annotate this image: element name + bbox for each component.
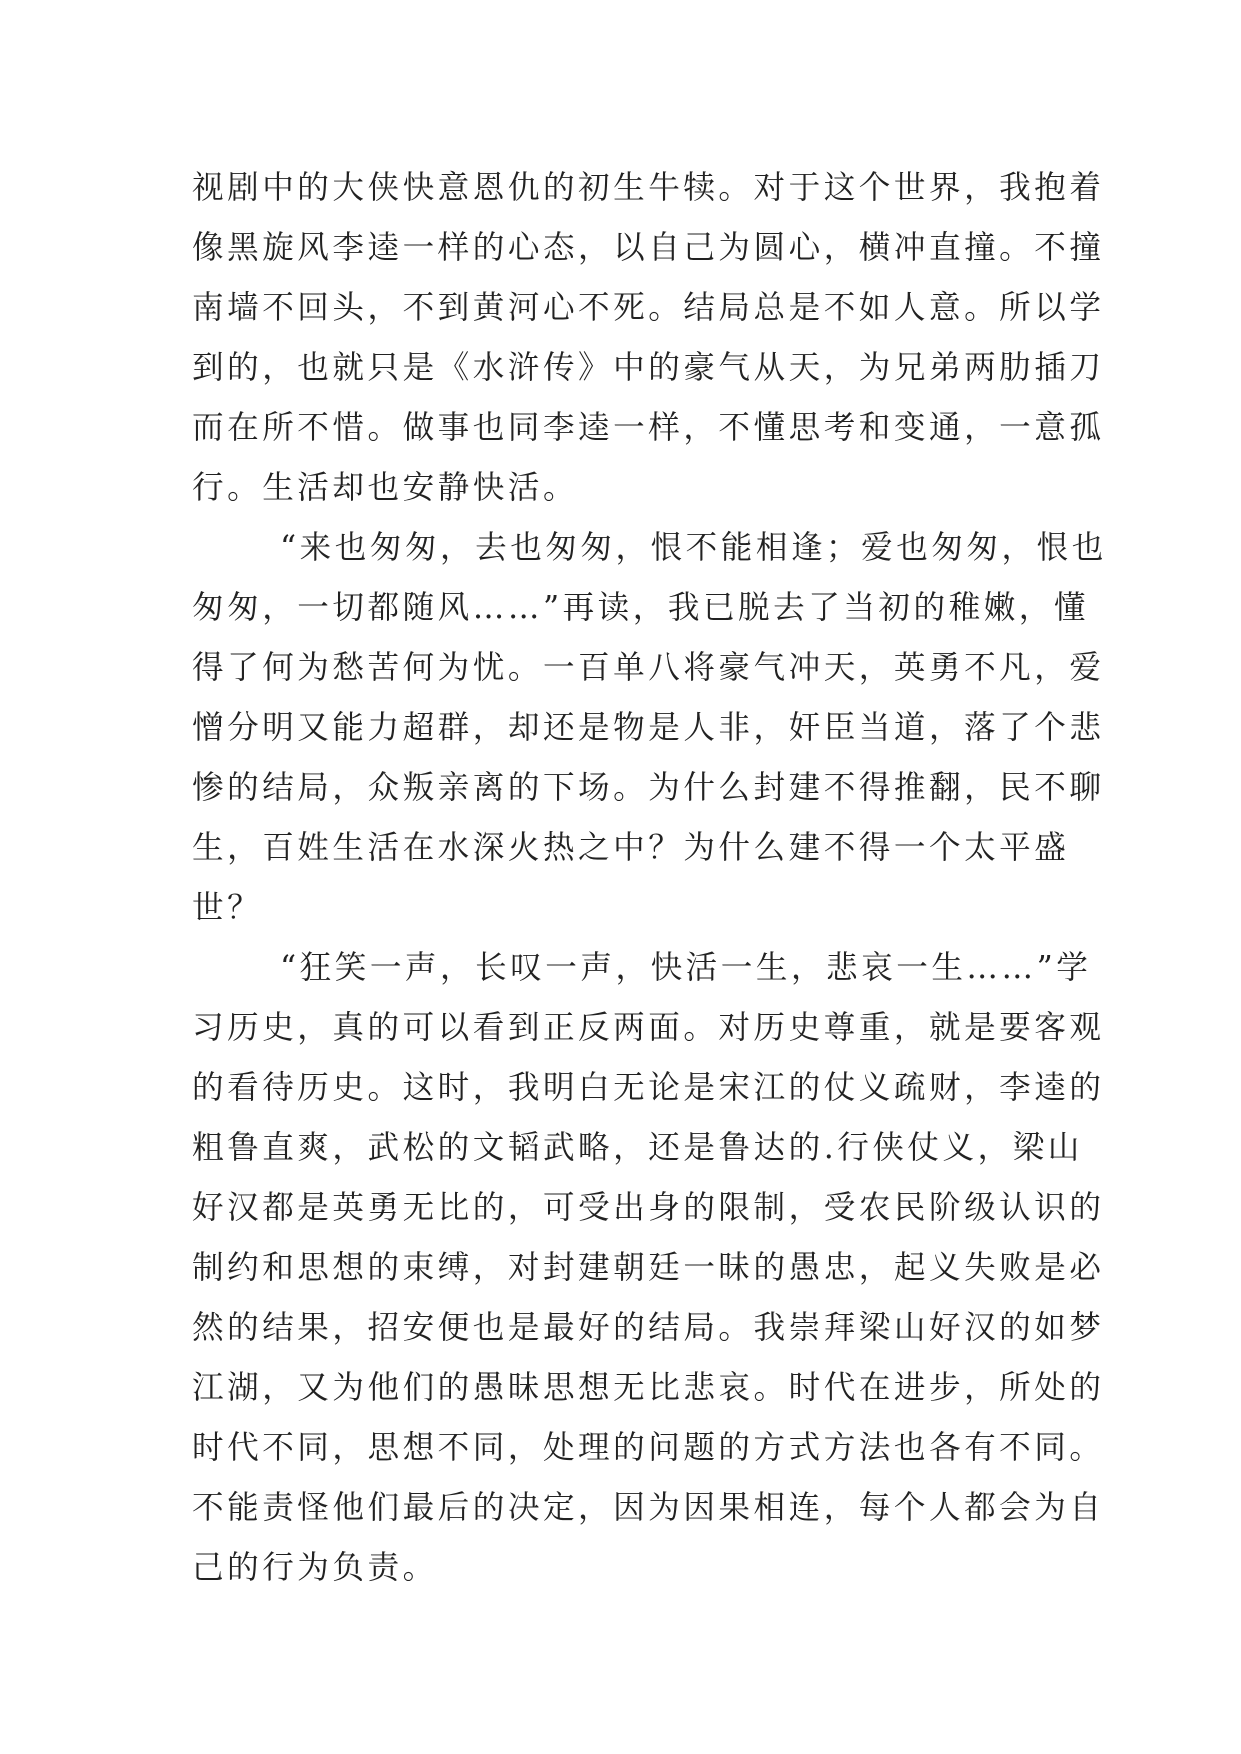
text-line: 惨的结局，众叛亲离的下场。为什么封建不得推翻，民不聊	[192, 770, 1105, 806]
text-line: 憎分明又能力超群，却还是物是人非，奸臣当道，落了个悲	[192, 710, 1105, 746]
text-line: 生，百姓生活在水深火热之中？为什么建不得一个太平盛	[192, 830, 1070, 866]
paragraph-first-line: “来也匆匆，去也匆匆，恨不能相逢；爱也匆匆，恨也	[280, 530, 1107, 566]
paragraph-first-line: “狂笑一声，长叹一声，快活一生，悲哀一生……”学	[280, 950, 1092, 986]
text-line: 到的，也就只是《水浒传》中的豪气从天，为兄弟两肋插刀	[192, 350, 1105, 386]
text-line: 匆匆，一切都随风……”再读，我已脱去了当初的稚嫩，懂	[192, 590, 1089, 626]
text-line: 不能责怪他们最后的决定，因为因果相连，每个人都会为自	[192, 1490, 1105, 1526]
text-line: 视剧中的大侠快意恩仇的初生牛犊。对于这个世界，我抱着	[192, 170, 1105, 206]
text-line: 得了何为愁苦何为忧。一百单八将豪气冲天，英勇不凡，爱	[192, 650, 1105, 686]
text-line: 行。生活却也安静快活。	[192, 470, 579, 506]
text-line: 像黑旋风李逵一样的心态，以自己为圆心，横冲直撞。不撞	[192, 230, 1105, 266]
text-line: 好汉都是英勇无比的，可受出身的限制，受农民阶级认识的	[192, 1190, 1105, 1226]
text-line: 制约和思想的束缚，对封建朝廷一昧的愚忠，起义失败是必	[192, 1250, 1105, 1286]
text-line: 习历史，真的可以看到正反两面。对历史尊重，就是要客观	[192, 1010, 1105, 1046]
text-line: 南墙不回头，不到黄河心不死。结局总是不如人意。所以学	[192, 290, 1105, 326]
text-line: 时代不同，思想不同，处理的问题的方式方法也各有不同。	[192, 1430, 1105, 1466]
document-body	[192, 158, 1107, 1598]
text-line: 粗鲁直爽，武松的文韬武略，还是鲁达的.行侠仗义，梁山	[192, 1130, 1083, 1166]
text-line: 世？	[192, 890, 263, 926]
text-line: 江湖，又为他们的愚昧思想无比悲哀。时代在进步，所处的	[192, 1370, 1105, 1406]
text-line: 而在所不惜。做事也同李逵一样，不懂思考和变通，一意孤	[192, 410, 1105, 446]
text-line: 的看待历史。这时，我明白无论是宋江的仗义疏财，李逵的	[192, 1070, 1105, 1106]
text-line: 己的行为负责。	[192, 1550, 438, 1586]
text-line: 然的结果，招安便也是最好的结局。我崇拜梁山好汉的如梦	[192, 1310, 1105, 1346]
